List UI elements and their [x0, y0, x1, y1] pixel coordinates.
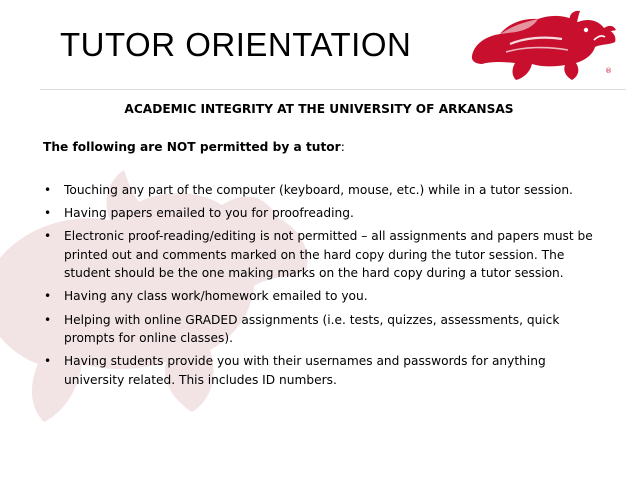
list-item	[43, 287, 603, 306]
list-item	[43, 352, 603, 389]
bullet-glyph: •	[44, 229, 52, 244]
title-divider	[40, 89, 626, 90]
intro-bold-text: The following are NOT permitted by a tutor	[43, 140, 341, 154]
bullet-glyph: •	[44, 289, 52, 304]
bullet-glyph: •	[44, 354, 52, 369]
list-item-text: Having students provide you with their usernames and passwords for anything university related. This includes ID numbers.	[64, 354, 546, 387]
list-item-text: Having any class work/homework emailed to you.	[64, 289, 368, 304]
razorback-hog-icon	[466, 6, 618, 84]
title-bar	[0, 0, 638, 90]
bullet-glyph: •	[44, 183, 52, 197]
list-item	[43, 181, 603, 200]
list-item	[43, 227, 603, 283]
list-item	[43, 311, 603, 348]
slide-subtitle: ACADEMIC INTEGRITY AT THE UNIVERSITY OF ARKANSAS	[124, 102, 514, 116]
list-item	[43, 204, 603, 223]
list-item-text: Having papers emailed to you for proofreading.	[64, 206, 354, 221]
list-item-text: Touching any part of the computer (keyboard, mouse, etc.) while in a tutor session.	[64, 183, 573, 197]
bullet-glyph: •	[44, 206, 52, 221]
page-title: TUTOR ORIENTATION	[60, 26, 412, 63]
list-item-text: Electronic proof-reading/editing is not permitted – all assignments and papers must be printed out and comments marked on the hard copy during the tutor session. The student should be the one making marks on the hard copy during a tutor session.	[64, 229, 593, 281]
bullet-glyph: •	[44, 312, 52, 327]
intro-rest-text: :	[340, 140, 345, 154]
list-item-text: Helping with online GRADED assignments (i.e. tests, quizzes, assessments, quick prompts for online classes).	[64, 312, 560, 346]
trademark-symbol: ®	[605, 67, 612, 75]
intro-text	[43, 140, 345, 154]
bullet-list	[43, 181, 603, 394]
